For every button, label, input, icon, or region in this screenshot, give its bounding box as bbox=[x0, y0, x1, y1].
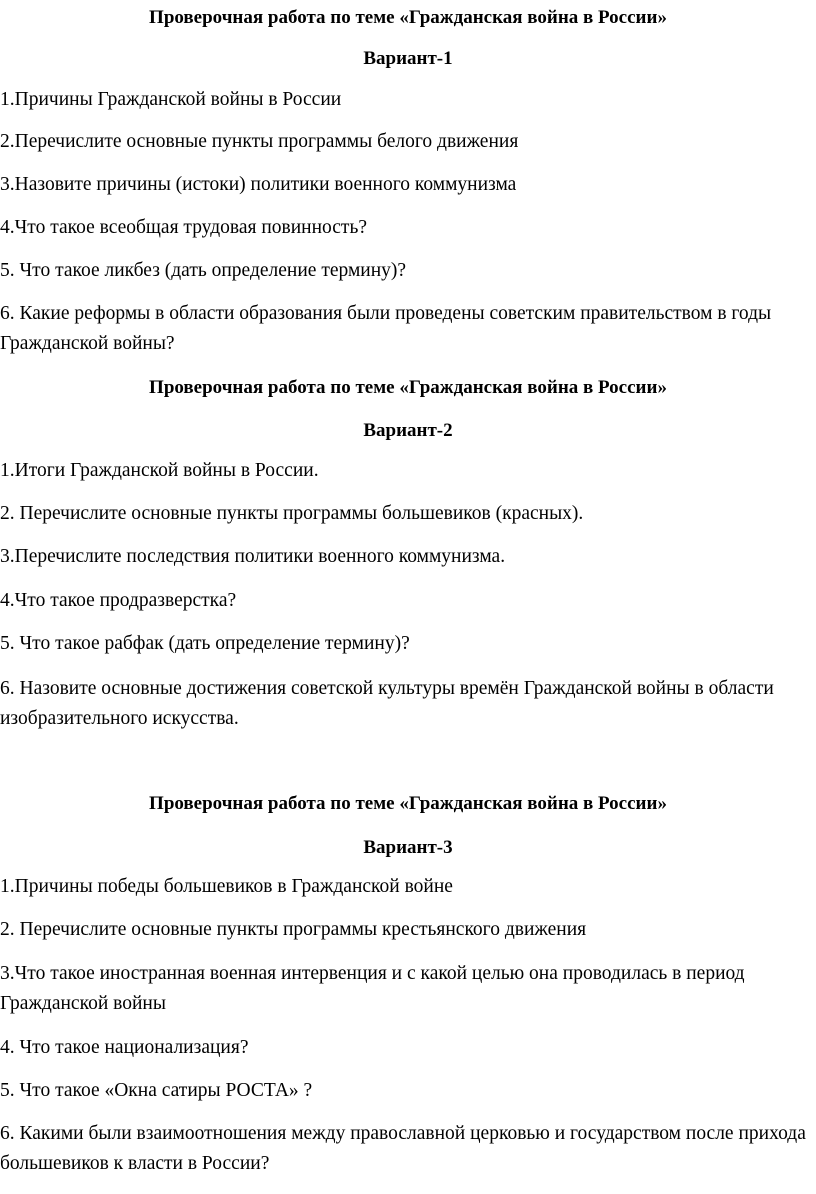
section-3-question-3: 3.Что такое иностранная военная интервенция и с какой целью она проводилась в период Гражданской войны bbox=[0, 963, 745, 1014]
section-2-question-5: 5. Что такое рабфак (дать определение термину)? bbox=[0, 633, 410, 654]
section-3-question-6: 6. Какими были взаимоотношения между православной церковью и государством после прихода большевиков к власти в России? bbox=[0, 1123, 806, 1174]
section-1-question-3: 3.Назовите причины (истоки) политики военного коммунизма bbox=[0, 174, 517, 195]
section-2-question-6: 6. Назовите основные достижения советской культуры времён Гражданской войны в области изобразительного искусства. bbox=[0, 678, 774, 729]
section-3-question-1: 1.Причины победы большевиков в Гражданской войне bbox=[0, 876, 453, 897]
section-2-variant: Вариант-2 bbox=[363, 420, 453, 441]
section-1-question-5: 5. Что такое ликбез (дать определение термину)? bbox=[0, 260, 407, 281]
section-1-variant: Вариант-1 bbox=[363, 48, 453, 69]
section-3-question-2: 2. Перечислите основные пункты программы крестьянского движения bbox=[0, 919, 587, 940]
section-1-question-4: 4.Что такое всеобщая трудовая повинность? bbox=[0, 217, 367, 238]
section-2-question-4: 4.Что такое продразверстка? bbox=[0, 590, 237, 611]
section-3-variant: Вариант-3 bbox=[363, 837, 453, 858]
section-1-question-6: 6. Какие реформы в области образования были проведены советским правительством в годы Гражданской войны? bbox=[0, 303, 772, 354]
section-3-question-5: 5. Что такое «Окна сатиры РОСТА» ? bbox=[0, 1080, 313, 1101]
section-3-question-4: 4. Что такое национализация? bbox=[0, 1037, 249, 1058]
section-2-title: Проверочная работа по теме «Гражданская война в России» bbox=[149, 377, 667, 398]
section-2-question-3: 3.Перечислите последствия политики военного коммунизма. bbox=[0, 546, 506, 567]
section-1-question-2: 2.Перечислите основные пункты программы белого движения bbox=[0, 131, 519, 152]
section-2-question-2: 2. Перечислите основные пункты программы большевиков (красных). bbox=[0, 503, 584, 524]
section-1-title: Проверочная работа по теме «Гражданская война в России» bbox=[149, 7, 667, 28]
section-1-question-1: 1.Причины Гражданской войны в России bbox=[0, 89, 342, 110]
section-2-question-1: 1.Итоги Гражданской войны в России. bbox=[0, 460, 319, 481]
section-3-title: Проверочная работа по теме «Гражданская война в России» bbox=[149, 793, 667, 814]
